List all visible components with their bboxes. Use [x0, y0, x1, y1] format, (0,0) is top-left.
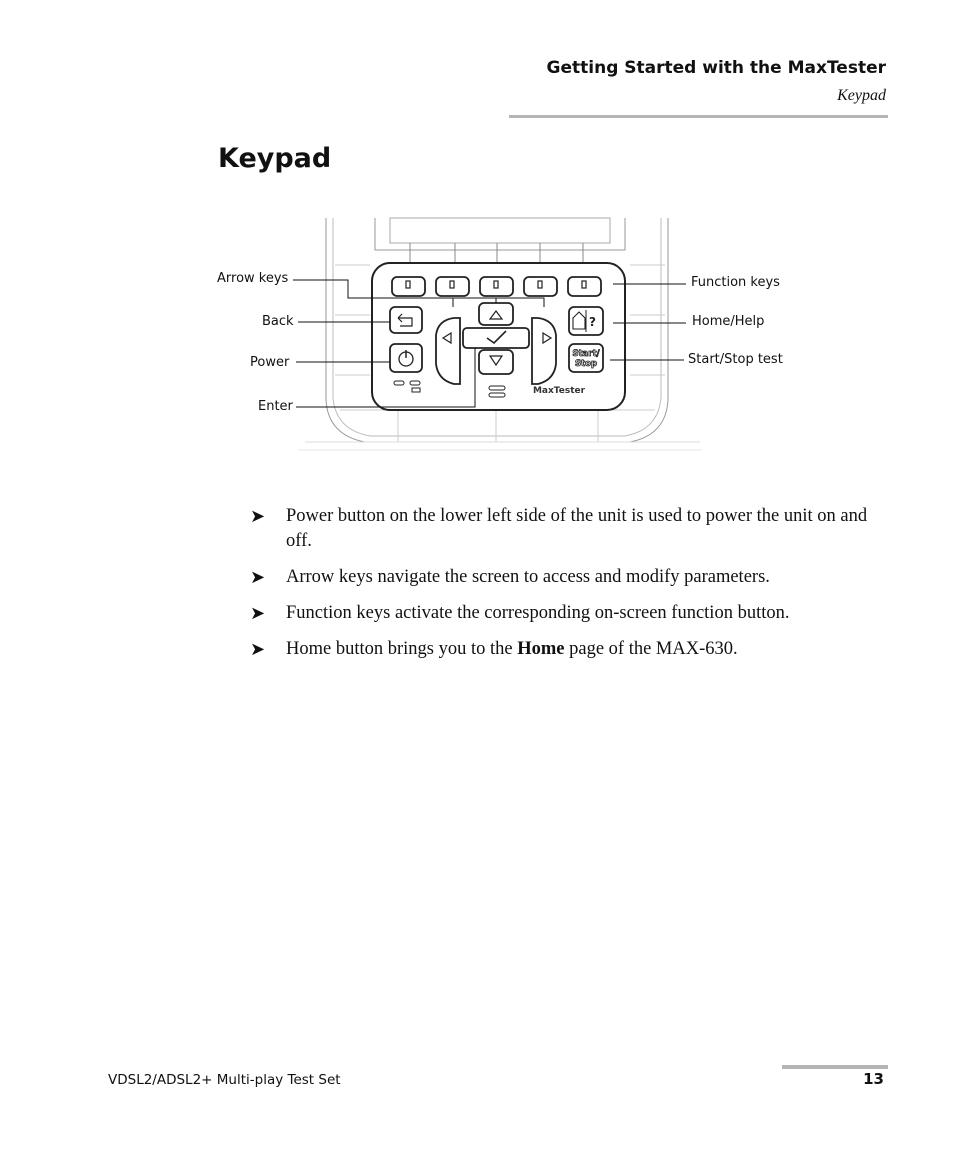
- callout-power: Power: [250, 355, 290, 370]
- bullet-text: Arrow keys navigate the screen to access and modify parameters.: [286, 567, 770, 587]
- callout-home-help: Home/Help: [692, 314, 765, 329]
- list-item: [250, 504, 890, 554]
- bullet-arrow-icon: ➤: [250, 506, 266, 527]
- header-title: Getting Started with the MaxTester: [546, 58, 886, 78]
- bullet-text: Function keys activate the corresponding on-screen function button.: [286, 603, 790, 623]
- bullet-arrow-icon: ➤: [250, 639, 266, 660]
- list-item: [250, 637, 890, 662]
- bullet-text-before: Home button brings you to the: [286, 639, 518, 659]
- callout-back: Back: [262, 314, 294, 329]
- callout-start-stop: Start/Stop test: [688, 352, 783, 367]
- list-item: [250, 565, 890, 590]
- start-stop-key-line1: Start/: [572, 349, 600, 359]
- callout-enter: Enter: [258, 399, 293, 414]
- bullet-list: [250, 504, 890, 673]
- callout-arrow-keys: Arrow keys: [217, 271, 289, 286]
- keypad-illustration: [200, 210, 800, 480]
- bullet-text-after: page of the MAX-630.: [564, 639, 738, 659]
- svg-text:?: ?: [589, 315, 596, 329]
- list-item: [250, 601, 890, 626]
- callout-function-keys: Function keys: [691, 275, 780, 290]
- footer-rule: [782, 1065, 888, 1069]
- bullet-arrow-icon: ➤: [250, 603, 266, 624]
- page-title: Keypad: [218, 143, 332, 174]
- bullet-arrow-icon: ➤: [250, 567, 266, 588]
- device-brand-label: MaxTester: [532, 386, 586, 396]
- bullet-text-bold: Home: [517, 639, 565, 659]
- bullet-text: Power button on the lower left side of the unit is used to power the unit on and off.: [286, 506, 868, 551]
- start-stop-key-line2: Stop: [574, 359, 598, 369]
- footer-doc-title: VDSL2/ADSL2+ Multi-play Test Set: [108, 1072, 341, 1088]
- header-rule: [509, 115, 888, 118]
- keypad-figure: [200, 210, 800, 480]
- header-subtitle: Keypad: [837, 87, 886, 104]
- footer-page-number: 13: [863, 1070, 884, 1088]
